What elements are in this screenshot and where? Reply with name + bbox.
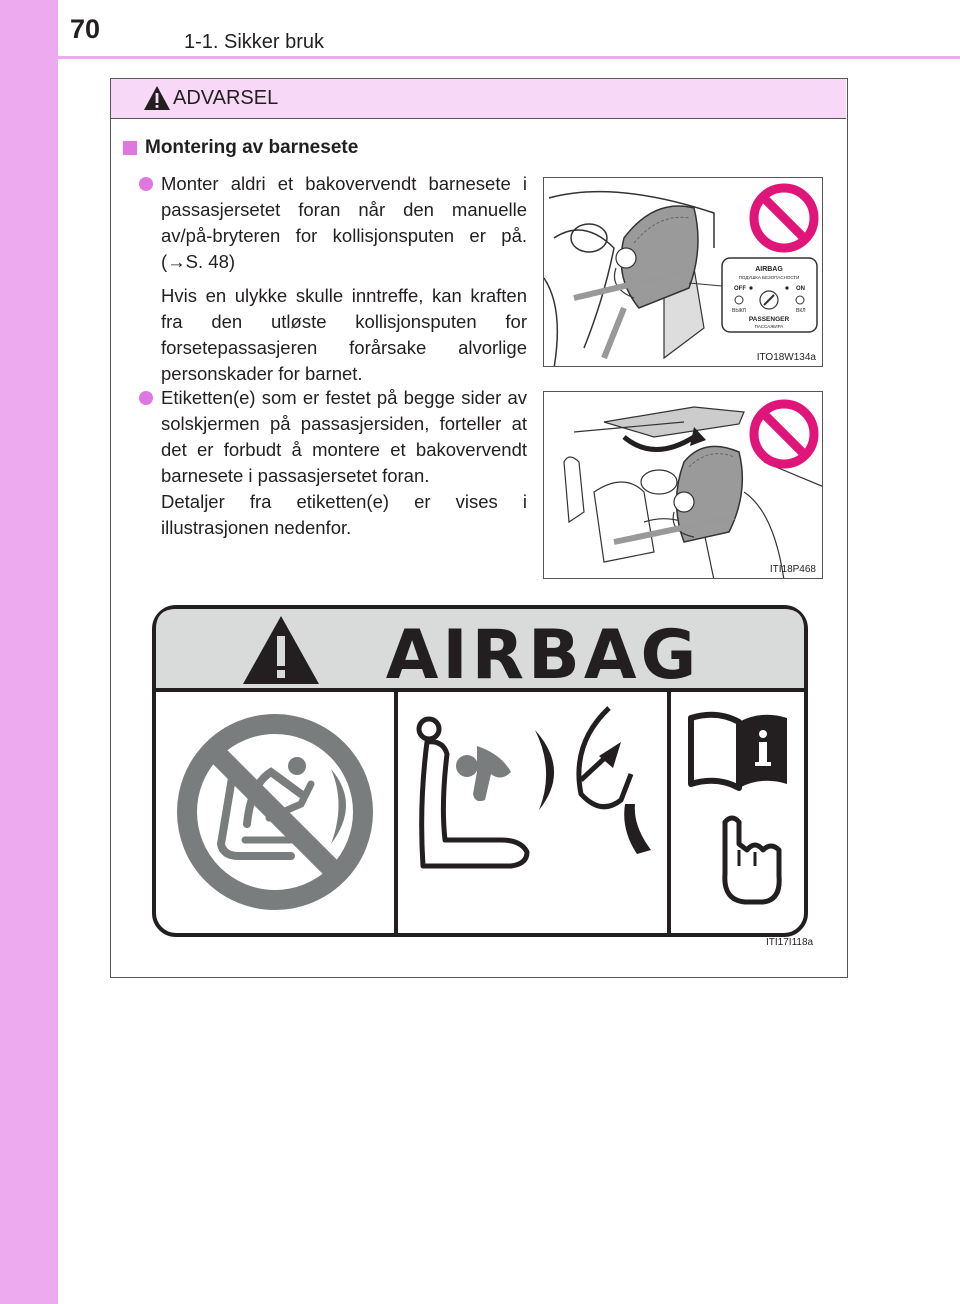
airbag-label-code: ITI17I118a <box>766 937 814 948</box>
prohibition-icon <box>754 188 814 248</box>
airbag-label-title: AIRBAG <box>385 616 701 695</box>
sub-heading-text: Montering av barnesete <box>145 137 359 158</box>
switch-subtitle: ПОДУШКА БЕЗОПАСНОСТИ <box>738 275 800 280</box>
bullet-dot-icon <box>139 391 153 405</box>
switch-passenger-label: PASSENGER <box>748 316 790 323</box>
bullet-1-paragraph-1: Monter aldri et bakovervendt barnesete i passasjersetet foran når den manuelle av/på-bryteren for kollisjonsputen er på. (→S. 48) <box>161 173 527 272</box>
switch-off-label: OFF <box>734 286 746 292</box>
figure-rear-facing-seat-switch <box>543 177 823 367</box>
figure-sunvisor-label <box>543 391 823 579</box>
switch-title: AIRBAG <box>755 266 783 273</box>
bullet-1-paragraph-2: Hvis en ulykke skulle inntreffe, kan kraften fra den utløste kollisjonsputen for forsetepassasjeren forårsake alvorlige personskader for barnet. <box>161 285 527 384</box>
section-title: 1-1. Sikker bruk <box>184 31 325 53</box>
warning-label: ADVARSEL <box>173 87 279 109</box>
sub-heading <box>123 137 358 159</box>
figure-1-code: ITO18W134a <box>756 352 816 363</box>
rear-facing-seat-illustration <box>544 178 823 367</box>
switch-on-ru-label: ВКЛ <box>796 308 806 314</box>
sunvisor-illustration <box>544 392 823 579</box>
warning-box <box>110 78 848 978</box>
switch-passenger-ru-label: ПАССАЖИРА <box>754 324 784 329</box>
bullet-dot-icon <box>139 177 153 191</box>
prohibition-icon <box>754 404 814 464</box>
bullet-item-2 <box>141 385 527 549</box>
page-number: 70 <box>70 14 101 44</box>
switch-off-ru-label: ВЫКЛ <box>732 308 746 314</box>
bullet-item-1 <box>141 171 527 395</box>
warning-header <box>111 79 846 119</box>
square-bullet-icon <box>123 141 137 155</box>
switch-on-label: ON <box>796 286 805 292</box>
warning-triangle-icon <box>143 85 171 111</box>
bullet-2-paragraph-1: Etiketten(e) som er festet på begge sider av solskjermen på passasjersiden, forteller at det er forbudt å montere et bakovervendt barnesete i passasjersetet foran. <box>161 387 527 486</box>
airbag-warning-label <box>151 604 809 938</box>
side-thumb-band <box>0 0 58 1304</box>
no-rear-facing-seat-icon <box>187 724 363 900</box>
header-rule <box>58 56 960 59</box>
bullet-2-paragraph-2: Detaljer fra etiketten(e) er vises i illustrasjonen nedenfor. <box>161 491 527 538</box>
figure-2-code: ITI18P468 <box>769 564 816 575</box>
